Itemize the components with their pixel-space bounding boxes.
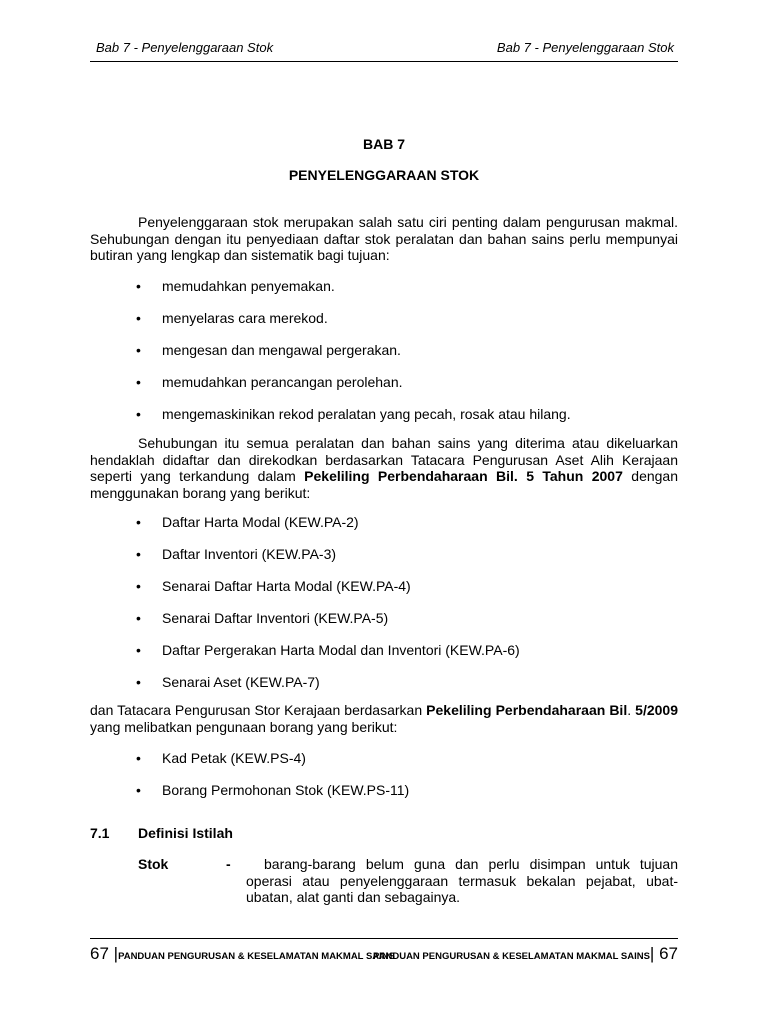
list-item: • Borang Permohonan Stok (KEW.PS-11) xyxy=(136,782,409,814)
list-item: • memudahkan perancangan perolehan. xyxy=(136,374,571,406)
circular-reference-store: Pekeliling Perbendaharaan Bil xyxy=(426,702,628,718)
store-forms-list xyxy=(136,750,409,814)
page-number-right: 67 xyxy=(659,944,678,963)
running-header-left: Bab 7 - Penyelenggaraan Stok xyxy=(96,40,274,55)
list-item: • Kad Petak (KEW.PS-4) xyxy=(136,750,409,782)
list-item: • menyelaras cara merekod. xyxy=(136,310,571,342)
asset-paragraph-text: Sehubungan itu semua peralatan dan bahan sains yang diterima atau dikeluarkan hendaklah didaftar dan direkodkan berdasarkan Tatacara Pengurusan Aset Alih Kerajaan seperti yang terkandung dalam xyxy=(90,435,678,484)
circular-number: 5/2009 xyxy=(635,702,678,718)
intro-paragraph: Penyelenggaraan stok merupakan salah satu ciri penting dalam pengurusan makmal. Sehubungan dengan itu penyediaan daftar stok peralatan dan bahan sains perlu mempunyai butiran yang lengkap dan sistematik bagi tujuan: xyxy=(90,214,678,263)
list-item: • mengemaskinikan rekod peralatan yang pecah, rosak atau hilang. xyxy=(136,406,571,438)
circular-reference: Pekeliling Perbendaharaan Bil. 5 Tahun 2007 xyxy=(304,468,623,484)
punctuation: . xyxy=(627,702,636,718)
asset-paragraph-tail: dengan menggunakan borang yang berikut: xyxy=(90,468,679,501)
definition-dash: - xyxy=(226,856,231,872)
page-number-left: 67 xyxy=(90,944,109,963)
purpose-list xyxy=(136,278,571,438)
footer-title-left: PANDUAN PENGURUSAN & KESELAMATAN MAKMAL SAINS xyxy=(118,951,395,962)
header-rule xyxy=(90,61,678,62)
list-item: • Daftar Harta Modal (KEW.PA-2) xyxy=(136,514,520,546)
list-item: • memudahkan penyemakan. xyxy=(136,278,571,310)
definition-term: Stok xyxy=(138,856,169,872)
footer-pipe: | xyxy=(649,944,655,963)
footer-pipe: | xyxy=(113,944,119,963)
list-item: • Senarai Daftar Harta Modal (KEW.PA-4) xyxy=(136,578,520,610)
section-title: Definisi Istilah xyxy=(138,825,233,841)
list-item: • Daftar Inventori (KEW.PA-3) xyxy=(136,546,520,578)
section-number: 7.1 xyxy=(90,825,110,841)
asset-forms-list xyxy=(136,514,520,706)
store-paragraph-tail: yang melibatkan pengunaan borang yang berikut: xyxy=(90,718,398,735)
chapter-number: BAB 7 xyxy=(362,136,405,152)
footer-rule xyxy=(90,938,678,939)
footer-left xyxy=(90,944,395,964)
list-item: • Daftar Pergerakan Harta Modal dan Inventori (KEW.PA-6) xyxy=(136,642,520,674)
chapter-title: PENYELENGGARAAN STOK xyxy=(288,167,480,183)
footer-right xyxy=(373,944,678,964)
definition-text: barang-barang belum guna dan perlu disimpan untuk tujuan operasi atau penyelenggaraan termasuk bekalan pejabat, ubat-ubatan, alat ganti dan sebagainya. xyxy=(246,856,678,905)
running-header-right: Bab 7 - Penyelenggaraan Stok xyxy=(496,40,674,55)
store-paragraph xyxy=(90,702,678,735)
list-item: • Senarai Daftar Inventori (KEW.PA-5) xyxy=(136,610,520,642)
store-paragraph-text: dan Tatacara Pengurusan Stor Kerajaan berdasarkan xyxy=(90,702,427,718)
list-item: • mengesan dan mengawal pergerakan. xyxy=(136,342,571,374)
footer-title-right: PANDUAN PENGURUSAN & KESELAMATAN MAKMAL SAINS xyxy=(373,951,650,962)
list-item: • Senarai Aset (KEW.PA-7) xyxy=(136,674,520,706)
asset-paragraph xyxy=(90,435,678,501)
